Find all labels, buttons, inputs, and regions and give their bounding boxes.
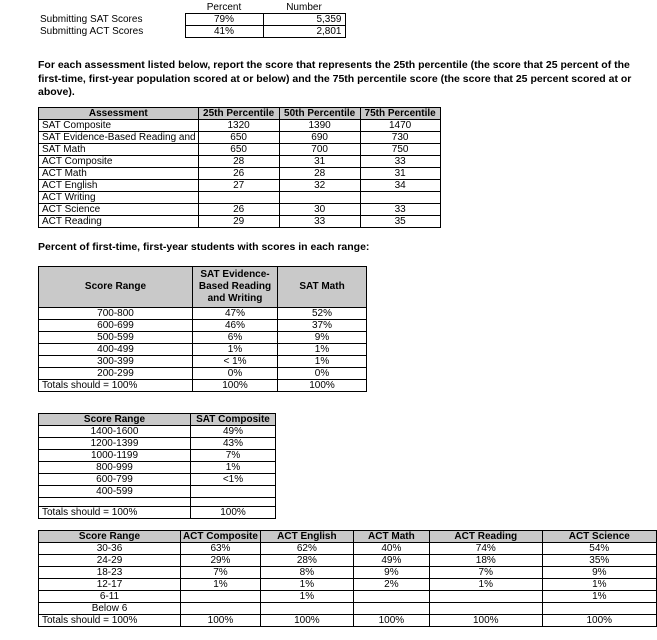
table-cell: 9% <box>542 567 656 579</box>
column-header: 25th Percentile <box>198 108 279 120</box>
table-cell <box>360 192 440 204</box>
row-label: Submitting ACT Scores <box>40 26 144 37</box>
table-cell: 47% <box>193 308 278 320</box>
table-row <box>39 567 657 579</box>
table-cell <box>198 192 279 204</box>
table-cell: 12-17 <box>39 579 181 591</box>
table-cell: 1% <box>542 591 656 603</box>
table-row <box>39 462 276 474</box>
table-row <box>39 344 367 356</box>
table-cell: SAT Evidence-Based Reading and <box>39 132 199 144</box>
table-row <box>39 450 276 462</box>
table-cell: 33 <box>279 216 360 228</box>
table-cell: 100% <box>542 615 656 627</box>
table-header-row <box>39 267 367 308</box>
column-header-percent: Percent <box>206 2 242 13</box>
column-header: Score Range <box>39 531 181 543</box>
table-cell: 1320 <box>198 120 279 132</box>
table-row <box>39 168 441 180</box>
table-cell: 1470 <box>360 120 440 132</box>
sat-section-range-table <box>38 266 367 392</box>
table-cell: 200-299 <box>39 368 193 380</box>
table-row <box>39 438 276 450</box>
table-row <box>39 543 657 555</box>
table-cell: Totals should = 100% <box>39 507 191 519</box>
table-cell: 37% <box>278 320 367 332</box>
table-cell: 18-23 <box>39 567 181 579</box>
table-cell: 7% <box>429 567 542 579</box>
table-row <box>39 579 657 591</box>
table-cell: 400-599 <box>39 486 191 498</box>
table-cell: 33 <box>360 204 440 216</box>
table-cell: 31 <box>279 156 360 168</box>
table-cell: 63% <box>180 543 260 555</box>
table-cell: 600-799 <box>39 474 191 486</box>
table-cell: 400-499 <box>39 344 193 356</box>
table-row <box>39 474 276 486</box>
column-header: SAT Math <box>278 267 367 308</box>
table-cell: 49% <box>353 555 429 567</box>
table-cell: 100% <box>278 380 367 392</box>
table-cell: 100% <box>429 615 542 627</box>
table-cell: 34 <box>360 180 440 192</box>
act-number-cell: 2,801 <box>263 26 345 38</box>
table-cell: 24-29 <box>39 555 181 567</box>
table-row <box>39 120 441 132</box>
sat-percent-cell: 79% <box>185 14 263 26</box>
table-row <box>39 204 441 216</box>
table-cell: 62% <box>260 543 353 555</box>
table-cell: 1% <box>260 579 353 591</box>
table-row <box>39 216 441 228</box>
table-cell <box>191 486 276 498</box>
table-cell: ACT English <box>39 180 199 192</box>
column-header: SAT Evidence-Based Reading and Writing <box>193 267 278 308</box>
table-cell <box>542 603 656 615</box>
table-cell: 7% <box>180 567 260 579</box>
table-row <box>39 426 276 438</box>
table-cell: 1% <box>191 462 276 474</box>
table-row <box>39 132 441 144</box>
table-cell: 2% <box>353 579 429 591</box>
table-cell: Totals should = 100% <box>39 380 193 392</box>
table-row <box>39 615 657 627</box>
table-cell: 40% <box>353 543 429 555</box>
table-header-row <box>39 414 276 426</box>
table-cell: 1% <box>193 344 278 356</box>
table-cell: 32 <box>279 180 360 192</box>
table-cell: 31 <box>360 168 440 180</box>
table-cell: 26 <box>198 168 279 180</box>
table-cell: 9% <box>353 567 429 579</box>
table-cell <box>429 603 542 615</box>
table-header-row <box>39 108 441 120</box>
table-row <box>39 356 367 368</box>
column-header: ACT Math <box>353 531 429 543</box>
table-cell: 29 <box>198 216 279 228</box>
table-cell: 1% <box>429 579 542 591</box>
table-cell: 46% <box>193 320 278 332</box>
table-cell <box>279 192 360 204</box>
table-cell: 35 <box>360 216 440 228</box>
table-header-row <box>39 531 657 543</box>
table-cell: ACT Composite <box>39 156 199 168</box>
table-cell: 690 <box>279 132 360 144</box>
column-header: ACT Reading <box>429 531 542 543</box>
table-cell: 1% <box>260 591 353 603</box>
table-cell: 1% <box>180 579 260 591</box>
table-cell: 52% <box>278 308 367 320</box>
table-row <box>39 320 367 332</box>
table-cell: 35% <box>542 555 656 567</box>
table-cell <box>353 591 429 603</box>
table-cell: 650 <box>198 144 279 156</box>
submitting-sat-row <box>38 14 345 26</box>
table-cell: 100% <box>191 507 276 519</box>
table-header-row <box>38 2 345 14</box>
table-row <box>39 498 276 507</box>
table-cell: 7% <box>191 450 276 462</box>
table-cell: 300-399 <box>39 356 193 368</box>
percentile-table <box>38 107 441 228</box>
table-row <box>39 332 367 344</box>
table-cell: 49% <box>191 426 276 438</box>
table-cell: 28 <box>279 168 360 180</box>
column-header: Score Range <box>39 414 191 426</box>
table-cell <box>180 591 260 603</box>
column-header: ACT English <box>260 531 353 543</box>
table-cell: SAT Math <box>39 144 199 156</box>
table-cell: 1% <box>278 344 367 356</box>
table-cell: 1390 <box>279 120 360 132</box>
table-cell: 33 <box>360 156 440 168</box>
instructions-paragraph: For each assessment listed below, report the score that represents the 25th percentile (the score that 25 percent of the first-time, first-year population scored at or below) and the 75th percentile score (the score that 25 percent scored at or above). <box>38 59 632 98</box>
table-cell: 1% <box>542 579 656 591</box>
table-cell: 43% <box>191 438 276 450</box>
table-cell: 1% <box>278 356 367 368</box>
table-cell: 0% <box>193 368 278 380</box>
table-cell: 30 <box>279 204 360 216</box>
table-cell <box>353 603 429 615</box>
column-header: 50th Percentile <box>279 108 360 120</box>
empty-corner-cell <box>38 2 185 14</box>
table-cell <box>39 498 191 507</box>
table-cell <box>191 498 276 507</box>
table-cell: <1% <box>191 474 276 486</box>
table-cell: SAT Composite <box>39 120 199 132</box>
table-row <box>39 192 441 204</box>
table-row <box>39 486 276 498</box>
table-cell: 74% <box>429 543 542 555</box>
table-cell: 100% <box>193 380 278 392</box>
table-cell: 8% <box>260 567 353 579</box>
table-row <box>39 368 367 380</box>
table-cell: 27 <box>198 180 279 192</box>
table-cell: 700 <box>279 144 360 156</box>
table-cell: Below 6 <box>39 603 181 615</box>
table-cell: 730 <box>360 132 440 144</box>
table-row <box>39 603 657 615</box>
table-row <box>39 380 367 392</box>
range-intro-text: Percent of first-time, first-year students with scores in each range: <box>38 241 370 253</box>
table-cell <box>260 603 353 615</box>
table-cell: < 1% <box>193 356 278 368</box>
table-cell: ACT Math <box>39 168 199 180</box>
submission-summary-table <box>38 2 346 38</box>
table-cell: 650 <box>198 132 279 144</box>
table-cell <box>429 591 542 603</box>
table-row <box>39 555 657 567</box>
table-cell: 0% <box>278 368 367 380</box>
table-cell: ACT Reading <box>39 216 199 228</box>
table-cell: 29% <box>180 555 260 567</box>
table-cell: 18% <box>429 555 542 567</box>
score-submission-summary <box>38 2 346 38</box>
table-cell: 500-599 <box>39 332 193 344</box>
table-cell: 100% <box>180 615 260 627</box>
table-cell: ACT Science <box>39 204 199 216</box>
table-row <box>39 156 441 168</box>
table-row <box>39 180 441 192</box>
table-cell: 1200-1399 <box>39 438 191 450</box>
act-percent-cell: 41% <box>185 26 263 38</box>
column-header: Assessment <box>39 108 199 120</box>
table-cell: 6% <box>193 332 278 344</box>
table-cell: 54% <box>542 543 656 555</box>
table-cell: 700-800 <box>39 308 193 320</box>
table-cell: 1000-1199 <box>39 450 191 462</box>
table-row <box>39 144 441 156</box>
table-row <box>39 308 367 320</box>
table-row <box>39 591 657 603</box>
table-cell <box>180 603 260 615</box>
table-cell: 600-699 <box>39 320 193 332</box>
submitting-act-row <box>38 26 345 38</box>
table-cell: ACT Writing <box>39 192 199 204</box>
column-header: ACT Science <box>542 531 656 543</box>
table-cell: 800-999 <box>39 462 191 474</box>
table-cell: 100% <box>260 615 353 627</box>
sat-number-cell: 5,359 <box>263 14 345 26</box>
column-header: ACT Composite <box>180 531 260 543</box>
table-cell: 6-11 <box>39 591 181 603</box>
column-header-number: Number <box>286 2 322 13</box>
table-cell: 750 <box>360 144 440 156</box>
table-cell: 100% <box>353 615 429 627</box>
table-cell: 28 <box>198 156 279 168</box>
table-cell: 1400-1600 <box>39 426 191 438</box>
column-header: SAT Composite <box>191 414 276 426</box>
row-label: Submitting SAT Scores <box>40 14 143 25</box>
act-range-table <box>38 530 657 627</box>
column-header: Score Range <box>39 267 193 308</box>
column-header: 75th Percentile <box>360 108 440 120</box>
sat-composite-range-table <box>38 413 276 519</box>
table-row <box>39 507 276 519</box>
table-cell: Totals should = 100% <box>39 615 181 627</box>
table-cell: 28% <box>260 555 353 567</box>
table-cell: 26 <box>198 204 279 216</box>
table-cell: 9% <box>278 332 367 344</box>
table-cell: 30-36 <box>39 543 181 555</box>
